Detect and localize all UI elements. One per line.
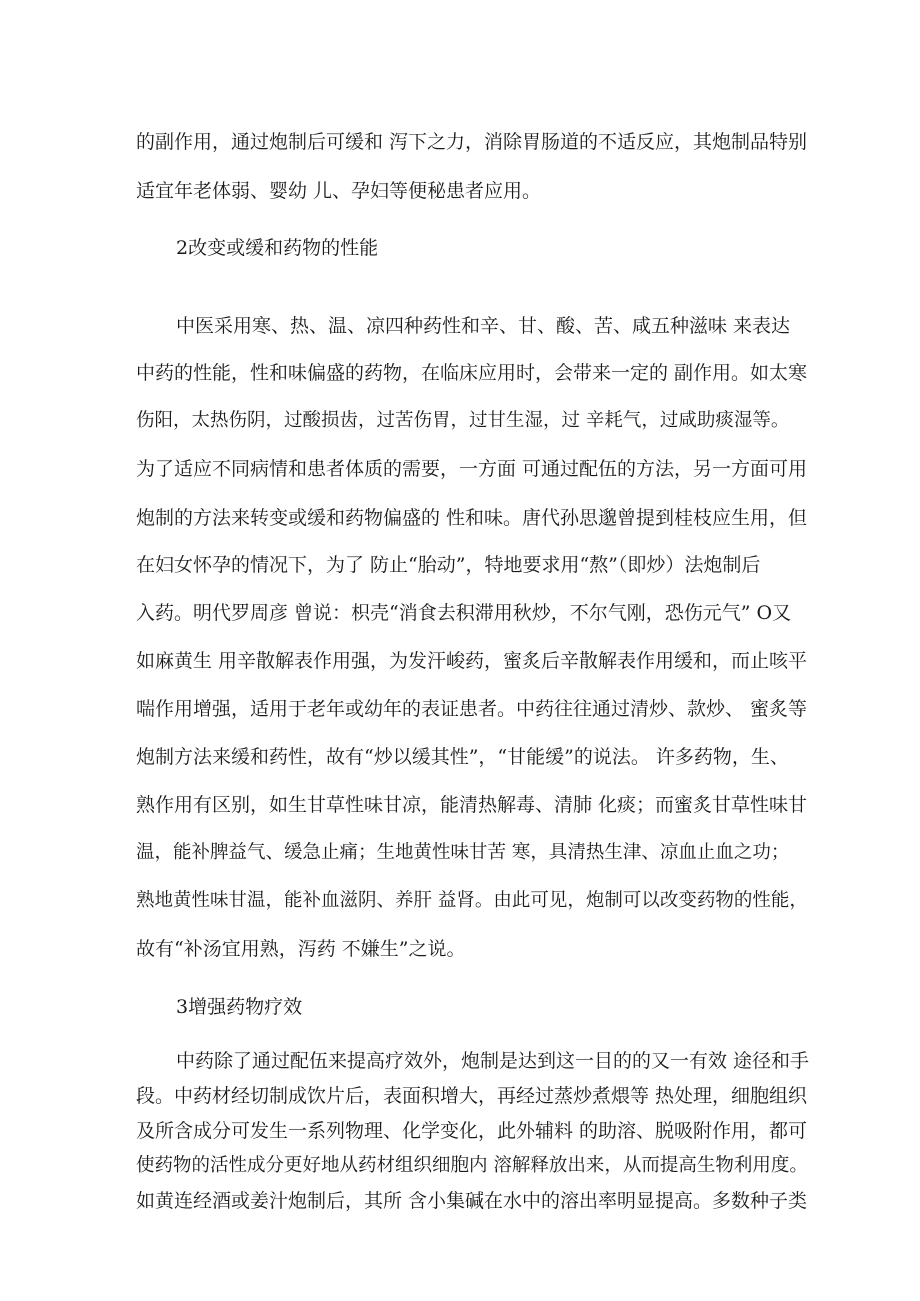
- paragraph-line: 中药除了通过配伍来提高疗效外，炮制是达到这一目的的又一有效 途径和手: [176, 1050, 810, 1072]
- section-heading-2: 2改变或缓和药物的性能: [176, 237, 379, 259]
- paragraph-line: 入药。明代罗周彦 曾说：枳壳“消食去积滞用秋炒，不尔气刚，恐伤元气” O又: [136, 602, 792, 624]
- paragraph-line: 的副作用，通过炮制后可缓和 泻下之力，消除胃肠道的不适反应，其炮制品特别: [136, 131, 808, 153]
- paragraph-line: 在妇女怀孕的情况下，为了 防止“胎动”，特地要求用“熬”（即炒）法炮制后: [136, 554, 761, 576]
- paragraph-line: 为了适应不同病情和患者体质的需要，一方面 可通过配伍的方法，另一方面可用: [136, 458, 808, 480]
- paragraph-line: 如黄连经酒或姜汁炮制后，其所 含小集碱在水中的溶出率明显提高。多数种子类: [136, 1190, 808, 1212]
- paragraph-line: 熟地黄性味甘温，能补血滋阴、养肝 益肾。由此可见，炮制可以改变药物的性能，: [136, 890, 808, 911]
- paragraph-line: 炮制的方法来转变或缓和药物偏盛的 性和味。唐代孙思邈曾提到桂枝应生用，但: [136, 507, 808, 529]
- paragraph-line: 段。中药材经切制成饮片后，表面积增大，再经过蒸炒煮煨等 热处理，细胞组织: [136, 1085, 808, 1107]
- paragraph-line: 如麻黄生 用辛散解表作用强，为发汗峻药，蜜炙后辛散解表作用缓和，而止咳平: [136, 650, 808, 672]
- paragraph-line: 熟作用有区别，如生甘草性味甘凉，能清热解毒、清肺 化痰；而蜜炙甘草性味甘: [136, 794, 808, 816]
- paragraph-line: 炮制方法来缓和药性，故有“炒以缓其性”，“甘能缓”的说法。 许多药物，生、: [136, 746, 789, 768]
- section-heading-3: 3增强药物疗效: [176, 996, 303, 1018]
- paragraph-line: 使药物的活性成分更好地从药材组织细胞内 溶解释放出来，从而提高生物利用度。: [136, 1155, 808, 1176]
- paragraph-line: 中医采用寒、热、温、凉四种药性和辛、甘、酸、苦、咸五种滋味 来表达: [176, 315, 791, 337]
- paragraph-line: 温，能补脾益气、缓急止痛；生地黄性味甘苦 寒，具清热生津、凉血止血之功；: [136, 842, 790, 863]
- paragraph-line: 适宜年老体弱、婴幼 儿、孕妇等便秘患者应用。: [136, 180, 542, 202]
- paragraph-line: 中药的性能，性和味偏盛的药物，在临床应用时，会带来一定的 副作用。如太寒: [136, 362, 808, 384]
- paragraph-line: 喘作用增强，适用于老年或幼年的表证患者。中药往往通过清炒、款炒、 蜜炙等: [136, 698, 808, 720]
- paragraph-line: 伤阳，太热伤阴，过酸损齿，过苦伤胃，过甘生湿，过 辛耗气，过咸助痰湿等。: [136, 410, 790, 431]
- paragraph-line: 及所含成分可发生一系列物理、化学变化，此外辅料 的助溶、脱吸附作用，都可: [136, 1120, 808, 1142]
- paragraph-line: 故有“补汤宜用熟，泻药 不嫌生”之说。: [136, 938, 466, 960]
